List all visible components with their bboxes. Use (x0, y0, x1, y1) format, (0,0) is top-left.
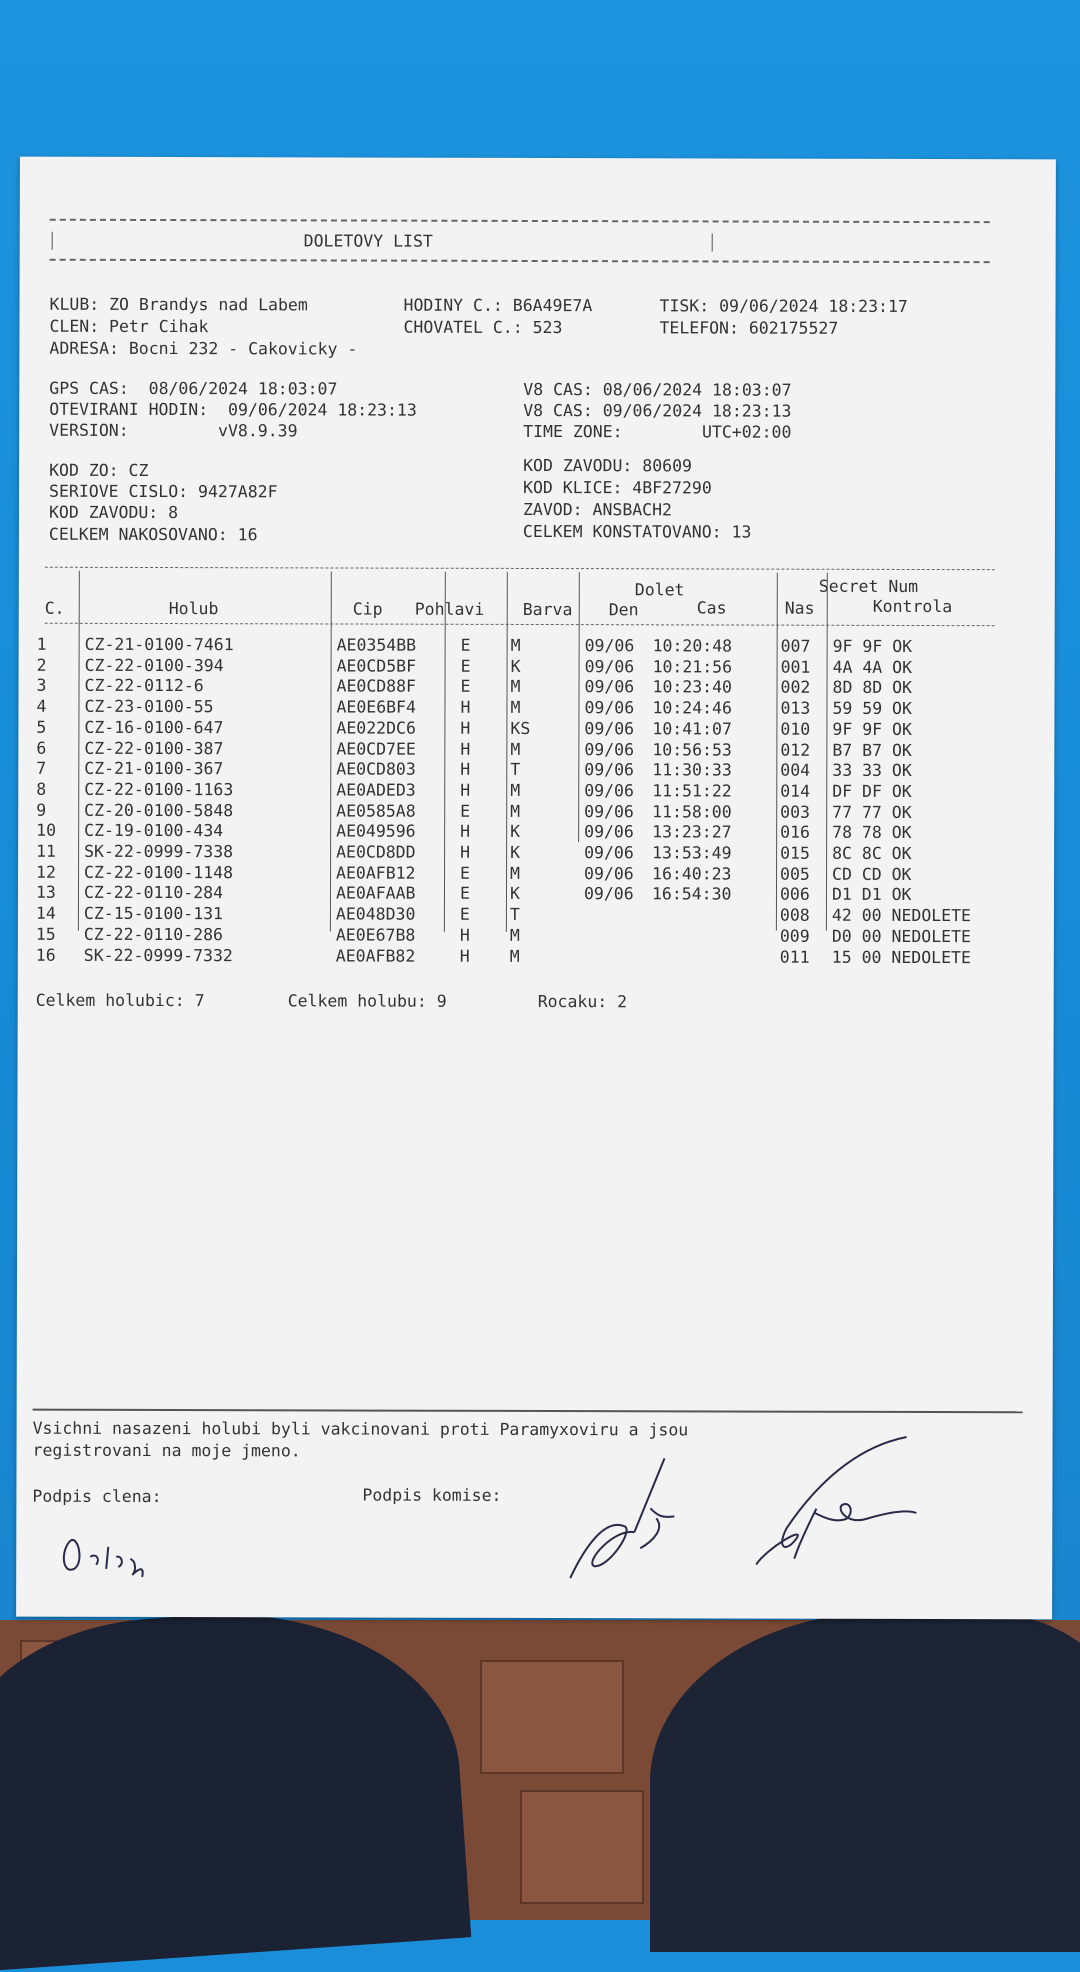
row-holub: SK-22-0999-7338 (84, 842, 233, 862)
row-secret-kontrola: 8C 8C OK (832, 844, 912, 864)
row-number: 13 (36, 883, 56, 903)
declaration-line2: registrovani na moje jmeno. (32, 1441, 300, 1462)
hodiny: HODINY C.: B6A49E7A (403, 296, 592, 316)
row-holub: CZ-16-0100-647 (84, 718, 223, 738)
header-kontrola: Kontrola (873, 597, 953, 617)
table-top-rule (45, 567, 995, 570)
row-pohlavi: H (460, 926, 470, 946)
row-nas: 003 (780, 802, 810, 822)
gps-cas: GPS CAS: 08/06/2024 18:03:07 (49, 379, 337, 400)
row-cip: AE0ADED3 (336, 780, 416, 800)
row-holub: CZ-20-0100-5848 (84, 800, 233, 820)
row-pohlavi: H (460, 719, 470, 739)
footer-rule (33, 1409, 1023, 1414)
row-den: 09/06 (585, 636, 635, 656)
row-barva: M (510, 802, 520, 822)
row-nas: 012 (780, 740, 810, 760)
celkem-konstatovano: CELKEM KONSTATOVANO: 13 (523, 522, 752, 543)
row-secret-kontrola: DF DF OK (832, 782, 912, 802)
row-nas: 001 (781, 657, 811, 677)
row-den: 09/06 (584, 719, 634, 739)
row-cip: AE022DC6 (336, 718, 416, 738)
row-secret-kontrola: 59 59 OK (832, 699, 912, 719)
row-pohlavi: E (460, 884, 470, 904)
row-cas: 10:56:53 (652, 740, 732, 760)
row-cas: 10:23:40 (652, 678, 732, 698)
header-holub: Holub (169, 599, 219, 619)
row-cas: 13:53:49 (652, 843, 732, 863)
row-barva: K (510, 822, 520, 842)
tisk: TISK: 09/06/2024 18:23:17 (659, 296, 907, 317)
row-number: 3 (37, 676, 47, 696)
row-barva: M (510, 864, 520, 884)
row-pohlavi: E (460, 801, 470, 821)
row-pohlavi: H (460, 781, 470, 801)
header-nas: Nas (785, 599, 815, 619)
v8-cas-2: V8 CAS: 09/06/2024 18:23:13 (523, 401, 791, 422)
header-pohlavi: Pohlavi (415, 600, 485, 620)
row-holub: CZ-22-0100-1148 (84, 863, 233, 883)
row-pohlavi: E (460, 863, 470, 883)
podpis-clena-label: Podpis clena: (32, 1487, 161, 1507)
row-den: 09/06 (584, 760, 634, 780)
row-number: 4 (36, 697, 46, 717)
table-header-rule (45, 623, 995, 626)
row-barva: KS (510, 719, 530, 739)
row-nas: 002 (780, 678, 810, 698)
row-cas: 10:24:46 (652, 698, 732, 718)
otevirani-hodin: OTEVIRANI HODIN: 09/06/2024 18:23:13 (49, 400, 417, 421)
row-number: 2 (37, 655, 47, 675)
row-nas: 004 (780, 761, 810, 781)
row-cip: AE0E67B8 (336, 925, 416, 945)
row-den: 09/06 (584, 678, 634, 698)
row-nas: 014 (780, 782, 810, 802)
row-barva: K (510, 884, 520, 904)
row-cip: AE0585A8 (336, 801, 416, 821)
row-barva: M (510, 698, 520, 718)
row-cip: AE0CD88F (336, 677, 416, 697)
kod-zo: KOD ZO: CZ (49, 461, 148, 481)
row-cip: AE0AFB82 (336, 946, 416, 966)
header-barva: Barva (523, 600, 573, 620)
adresa: ADRESA: Bocni 232 - Cakovicky - (49, 339, 357, 360)
row-holub: CZ-22-0112-6 (85, 676, 204, 696)
row-nas: 009 (780, 926, 810, 946)
row-number: 1 (37, 635, 47, 655)
row-holub: CZ-22-0110-284 (84, 883, 223, 903)
row-cip: AE0AFAAB (336, 884, 416, 904)
row-cip: AE0AFB12 (336, 863, 416, 883)
celkem-holubu: Celkem holubu: 9 (288, 991, 447, 1011)
row-barva: K (511, 657, 521, 677)
row-secret-kontrola: 8D 8D OK (832, 678, 912, 698)
header-dolet: Dolet (635, 580, 685, 600)
row-secret-kontrola: 33 33 OK (832, 761, 912, 781)
row-cas: 10:20:48 (653, 636, 733, 656)
row-cas: 13:23:27 (652, 823, 732, 843)
row-holub: CZ-23-0100-55 (84, 697, 213, 717)
header-cas: Cas (697, 598, 727, 618)
title-bottom-rule (50, 259, 990, 263)
row-nas: 016 (780, 823, 810, 843)
row-den: 09/06 (584, 885, 634, 905)
row-den: 09/06 (584, 781, 634, 801)
kod-zavodu-left: KOD ZAVODU: 8 (49, 503, 178, 523)
version: VERSION: vV8.9.39 (49, 421, 297, 442)
row-cip: AE0354BB (337, 635, 417, 655)
row-cas: 16:40:23 (652, 864, 732, 884)
seriove-cislo: SERIOVE CISLO: 9427A82F (49, 482, 278, 503)
row-pohlavi: H (460, 843, 470, 863)
row-secret-kontrola: 77 77 OK (832, 802, 912, 822)
row-secret-kontrola: 78 78 OK (832, 823, 912, 843)
telefon: TELEFON: 602175527 (659, 318, 838, 338)
podpis-komise-label: Podpis komise: (362, 1486, 501, 1506)
row-secret-kontrola: D0 00 NEDOLETE (832, 927, 971, 947)
row-secret-kontrola: B7 B7 OK (832, 740, 912, 760)
v8-cas-1: V8 CAS: 08/06/2024 18:03:07 (523, 380, 791, 401)
row-cip: AE0E6BF4 (336, 698, 416, 718)
kod-klice: KOD KLICE: 4BF27290 (523, 478, 712, 498)
header-c: C. (45, 599, 65, 619)
row-cas: 10:41:07 (652, 719, 732, 739)
row-pohlavi: H (460, 698, 470, 718)
row-nas: 011 (780, 947, 810, 967)
row-barva: M (510, 946, 520, 966)
row-cip: AE048D30 (336, 905, 416, 925)
row-den: 09/06 (585, 657, 635, 677)
row-number: 6 (36, 738, 46, 758)
row-holub: CZ-22-0110-286 (84, 925, 223, 945)
row-number: 9 (36, 800, 46, 820)
row-nas: 013 (780, 699, 810, 719)
row-den: 09/06 (584, 864, 634, 884)
doletovy-list-sheet (16, 157, 1056, 1620)
row-number: 7 (36, 759, 46, 779)
row-pohlavi: H (460, 822, 470, 842)
row-number: 10 (36, 821, 56, 841)
header-den: Den (609, 600, 639, 620)
row-cas: 11:30:33 (652, 760, 732, 780)
row-number: 15 (36, 924, 56, 944)
row-nas: 006 (780, 885, 810, 905)
row-cas: 11:58:00 (652, 802, 732, 822)
row-cip: AE0CD5BF (337, 656, 417, 676)
clen: CLEN: Petr Cihak (49, 317, 208, 337)
header-secret-num: Secret Num (819, 577, 918, 597)
row-secret-kontrola: 9F 9F OK (833, 637, 913, 657)
row-cas: 10:21:56 (653, 657, 733, 677)
row-pohlavi: H (460, 760, 470, 780)
row-pohlavi: E (461, 636, 471, 656)
row-cas: 11:51:22 (652, 781, 732, 801)
celkem-holubic: Celkem holubic: 7 (36, 991, 205, 1011)
row-barva: M (511, 636, 521, 656)
row-holub: CZ-22-0100-1163 (84, 780, 233, 800)
row-number: 8 (36, 780, 46, 800)
row-number: 12 (36, 862, 56, 882)
row-pohlavi: E (460, 905, 470, 925)
row-holub: CZ-22-0100-394 (85, 656, 224, 676)
row-barva: M (510, 677, 520, 697)
row-holub: CZ-19-0100-434 (84, 821, 223, 841)
row-barva: M (510, 926, 520, 946)
row-secret-kontrola: 15 00 NEDOLETE (832, 947, 971, 967)
row-pohlavi: E (460, 677, 470, 697)
row-cas: 16:54:30 (652, 885, 732, 905)
title-top-rule (50, 219, 990, 223)
row-barva: M (510, 781, 520, 801)
row-pohlavi: E (461, 656, 471, 676)
row-secret-kontrola: 42 00 NEDOLETE (832, 906, 971, 926)
klub: KLUB: ZO Brandys nad Labem (49, 295, 307, 316)
row-holub: CZ-21-0100-367 (84, 759, 223, 779)
row-den: 09/06 (584, 740, 634, 760)
row-secret-kontrola: D1 D1 OK (832, 885, 912, 905)
celkem-nakosovano: CELKEM NAKOSOVANO: 16 (49, 525, 258, 546)
zavod: ZAVOD: ANSBACH2 (523, 500, 672, 520)
row-barva: T (510, 905, 520, 925)
row-holub: CZ-15-0100-131 (84, 904, 223, 924)
row-number: 11 (36, 842, 56, 862)
row-pohlavi: H (460, 946, 470, 966)
row-barva: M (510, 739, 520, 759)
row-den: 09/06 (584, 802, 634, 822)
row-cip: AE0CD7EE (336, 739, 416, 759)
row-pohlavi: H (460, 739, 470, 759)
row-number: 14 (36, 904, 56, 924)
row-nas: 005 (780, 864, 810, 884)
row-cip: AE0CD8DD (336, 842, 416, 862)
kod-zavodu-right: KOD ZAVODU: 80609 (523, 456, 692, 476)
row-holub: CZ-22-0100-387 (84, 738, 223, 758)
row-nas: 007 (781, 637, 811, 657)
chovatel: CHOVATEL C.: 523 (403, 318, 562, 338)
row-cip: AE0CD803 (336, 760, 416, 780)
row-number: 5 (36, 717, 46, 737)
header-cip: Cip (353, 600, 383, 620)
row-nas: 008 (780, 906, 810, 926)
row-barva: T (510, 760, 520, 780)
row-holub: CZ-21-0100-7461 (85, 635, 234, 655)
row-secret-kontrola: 4A 4A OK (833, 657, 913, 677)
row-den: 09/06 (584, 843, 634, 863)
time-zone: TIME ZONE: UTC+02:00 (523, 422, 791, 443)
row-holub: SK-22-0999-7332 (84, 945, 233, 965)
row-den: 09/06 (584, 698, 634, 718)
rocaku: Rocaku: 2 (538, 992, 627, 1012)
declaration-line1: Vsichni nasazeni holubi byli vakcinovani proti Paramyxoviru a jsou (33, 1419, 689, 1441)
row-secret-kontrola: 9F 9F OK (832, 720, 912, 740)
page-title: DOLETOVY LIST (304, 231, 433, 251)
row-nas: 015 (780, 844, 810, 864)
row-den: 09/06 (584, 822, 634, 842)
row-nas: 010 (780, 719, 810, 739)
row-number: 16 (36, 945, 56, 965)
row-barva: K (510, 843, 520, 863)
row-cip: AE049596 (336, 822, 416, 842)
row-secret-kontrola: CD CD OK (832, 864, 912, 884)
